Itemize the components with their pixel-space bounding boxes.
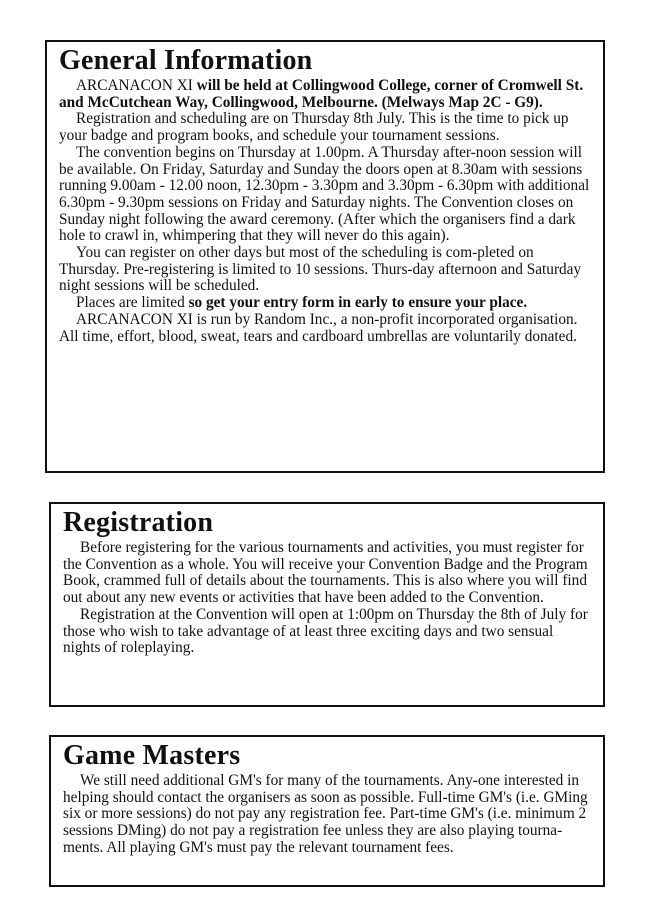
registration-heading: Registration (63, 507, 214, 538)
registration-schedule-paragraph: Registration and scheduling are on Thursday 8th July. This is the time to pick up your badge and program books, and schedule your tournament sessions. (59, 110, 569, 145)
places-limited-paragraph (59, 295, 593, 312)
places-emphasis: so get your entry form in early to ensure your place. (188, 294, 528, 312)
general-information-section (45, 40, 605, 473)
game-masters-section (49, 735, 605, 887)
other-days-paragraph: You can register on other days but most of the scheduling is com-pleted on Thursday. Pre-registering is limited to 10 sessions. Thurs-day afternoon and Saturday night sessions will be scheduled. (59, 244, 582, 295)
organiser-paragraph: ARCANACON XI is run by Random Inc., a non-profit incorporated organisation. All time, effort, blood, sweat, tears and cardboard umbrellas are voluntarily donated. (59, 310, 578, 345)
registration-paragraph-2: Registration at the Convention will open at 1:00pm on Thursday the 8th of July for those who wish to take advantage of at least three exciting days and two sensual nights of roleplaying. (63, 605, 588, 657)
game-masters-heading: Game Masters (63, 740, 241, 771)
venue-details: will be held at Collingwood College, corner of Cromwell St. and McCutchean Way, Collingwood, Melbourne. (Melways Map 2C - G9). (59, 77, 584, 111)
registration-section (49, 502, 605, 707)
places-lead: Places are limited (76, 294, 189, 312)
registration-paragraph-1: Before registering for the various tournaments and activities, you must register for the Convention as a whole. You will receive your Convention Badge and the Program Book, crammed full of details about the tournaments. This is also where you will find out about any new events or activities that have been added to the Convention. (63, 539, 588, 607)
convention-times-paragraph: The convention begins on Thursday at 1.00pm. A Thursday after-noon session will be available. On Friday, Saturday and Sunday the doors open at 8.30am with sessions running 9.00am - 12.00 noon, 12.30pm - 3.30pm and 3.30pm - 6.30pm with additional 6.30pm - 9.30pm sessions on Friday and Saturday nights. The Convention closes on Sunday night following the award ceremony. (After which the organisers find a dark hole to crawl in, whimpering that they will never do this again). (59, 143, 590, 245)
game-masters-paragraph: We still need additional GM's for many of the tournaments. Any-one interested in helping should contact the organisers as soon as possible. Full-time GM's (i.e. GMing six or more sessions) do not pay any registration fee. Part-time GM's (i.e. minimum 2 sessions DMing) do not pay a registration fee unless they are also playing tourna-ments. All playing GM's must pay the relevant tournament fees. (63, 772, 588, 856)
venue-paragraph (59, 78, 593, 111)
venue-lead: ARCANACON XI (76, 77, 193, 94)
general-information-heading: General Information (59, 45, 313, 76)
